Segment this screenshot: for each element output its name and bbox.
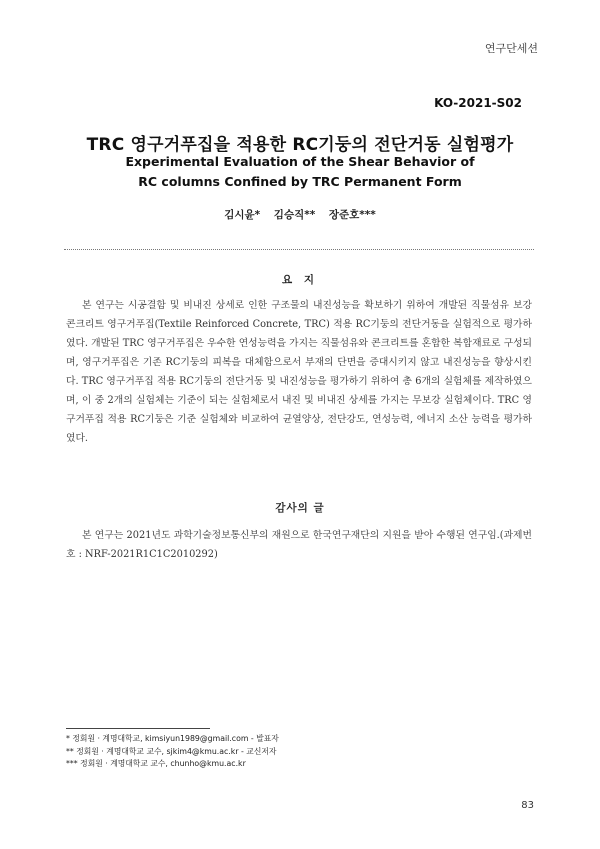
footnote-author-1: * 정회원 · 계명대학교, kimsiyun1989@gmail.com - 발표자 (66, 734, 279, 743)
section-divider (64, 249, 534, 250)
title-english-line-2: RC columns Confined by TRC Permanent Form (138, 174, 462, 189)
author-3: 장준호*** (328, 209, 376, 221)
footnote-divider (66, 728, 210, 729)
title-korean: TRC 영구거푸집을 적용한 RC기둥의 전단거동 실험평가 (86, 135, 514, 155)
author-1: 김시윤* (224, 209, 261, 221)
author-2: 김승직** (273, 209, 316, 221)
footnote-author-3: *** 정회원 · 계명대학교 교수, chunho@kmu.ac.kr (66, 759, 246, 768)
footnote-author-2: ** 정회원 · 계명대학교 교수, sjkim4@kmu.ac.kr - 교신저자 (66, 746, 277, 756)
abstract-body: 본 연구는 시공결함 및 비내진 상세로 인한 구조물의 내진성능을 확보하기 위하여 개발된 직물섬유 보강 콘크리트 영구거푸집(Textile Reinforced Concrete, TRC) 적용 RC기둥의 전단거동을 실험적으로 평가하였다. 개발된 TRC 영구거푸집은 우수한 연성능력을 가지는 직물섬유와 콘크리트를 혼합한 복합재료로 구성되며, 영구거푸집은 기존 RC기둥의 피복을 대체함으로서 부재의 단면을 증대시키지 않고 내진성능을 향상시킨다. TRC 영구거푸집 적용 RC기둥의 전단거동 및 내진성능을 평가하기 위하여 총 6개의 실험체를 제작하였으며, 이 중 2개의 실험체는 기준이 되는 실험체로서 내진 및 비내진 상세를 가지는 무보강 실험체이다. TRC 영구거푸집 적용 RC기둥은 기준 실험체와 비교하여 균열양상, 전단강도, 연성능력, 에너지 소산 능력을 평가하였다. (66, 300, 532, 444)
footnotes (66, 733, 279, 771)
session-label: 연구단세션 (484, 42, 538, 55)
acknowledgment-body: 본 연구는 2021년도 과학기술정보통신부의 재원으로 한국연구재단의 지원을 받아 수행된 연구임.(과제번호 : NRF-2021R1C1C2010292) (66, 530, 532, 560)
author-list (0, 207, 600, 222)
page-number: 83 (521, 800, 534, 811)
acknowledgment-heading: 감사의 글 (275, 502, 325, 514)
paper-code: KO-2021-S02 (434, 96, 522, 110)
title-english-line-1: Experimental Evaluation of the Shear Behavior of (125, 154, 475, 169)
abstract-heading: 요 지 (282, 274, 318, 286)
